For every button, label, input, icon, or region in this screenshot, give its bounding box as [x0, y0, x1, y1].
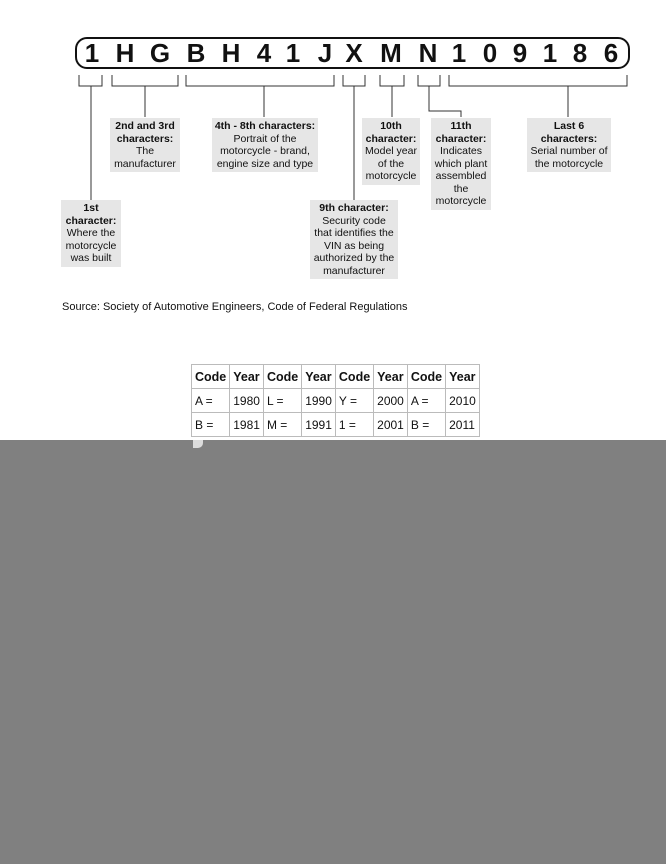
table-cell: 1991: [302, 413, 336, 437]
table-cell: A =: [192, 389, 230, 413]
table-header-row: [192, 365, 480, 389]
source-note: Source: Society of Automotive Engineers, Code of Federal Regulations: [62, 301, 408, 313]
vin-char: H: [221, 38, 241, 68]
bracket-last-6: [449, 75, 627, 86]
column-header: Code: [335, 365, 373, 389]
vin-char: M: [380, 38, 402, 68]
label-body: Security code that identifies the VIN as being authorized by the manufacturer: [313, 214, 395, 277]
label-4th-8th-characters: [212, 118, 318, 172]
label-title: 4th - 8th characters:: [214, 120, 316, 132]
year-code-table: [191, 364, 480, 437]
vin-char: 6: [603, 38, 619, 68]
obscured-region: [0, 440, 666, 864]
bracket-10: [380, 75, 404, 86]
leader-11: [429, 86, 461, 117]
label-9th-character: [310, 200, 398, 279]
vin-char: 1: [542, 38, 558, 68]
label-last-6-characters: [527, 118, 611, 172]
vin-char: B: [186, 38, 206, 68]
label-title: 9th character:: [319, 202, 389, 214]
label-body: Portrait of the motorcycle - brand, engine size and type: [216, 132, 314, 170]
table-cell: B =: [407, 413, 445, 437]
column-header: Year: [230, 365, 264, 389]
column-header: Code: [192, 365, 230, 389]
vin-char: J: [317, 38, 333, 68]
bracket-11: [418, 75, 440, 86]
label-title: 1st character:: [65, 202, 117, 227]
label-body: Where the motorcycle was built: [65, 227, 117, 264]
column-header: Year: [302, 365, 336, 389]
table-cell: 2010: [446, 389, 480, 413]
vin-char: H: [115, 38, 135, 68]
label-title: Last 6 characters:: [540, 120, 598, 145]
label-title: 2nd and 3rd characters:: [115, 120, 175, 145]
vin-char: 1: [451, 38, 467, 68]
table-cell: 1981: [230, 413, 264, 437]
bracket-2-3: [112, 75, 178, 86]
vin-char: 0: [482, 38, 498, 68]
column-header: Code: [407, 365, 445, 389]
label-11th-character: [431, 118, 491, 210]
bracket-1: [79, 75, 102, 86]
bracket-9: [343, 75, 365, 86]
vin-char: 4: [256, 38, 272, 68]
table-cell: B =: [192, 413, 230, 437]
label-title: 11th character:: [435, 120, 487, 145]
label-2nd-3rd-characters: [110, 118, 180, 172]
table-cell: M =: [263, 413, 301, 437]
label-body: Model year of the motorcycle: [365, 145, 417, 182]
vin-char: G: [149, 38, 171, 68]
table-cell: 1 =: [335, 413, 373, 437]
column-header: Year: [374, 365, 408, 389]
label-1st-character: [61, 200, 121, 267]
label-body: The manufacturer: [114, 145, 176, 170]
vin-char: X: [345, 38, 363, 68]
table-cell: 1980: [230, 389, 264, 413]
label-10th-character: [362, 118, 420, 185]
table-row: [192, 413, 480, 437]
vin-char: 8: [572, 38, 588, 68]
label-title: 10th character:: [365, 120, 417, 145]
label-body: Indicates which plant assembled the motorcycle: [434, 145, 488, 207]
column-header: Year: [446, 365, 480, 389]
bracket-4-8: [186, 75, 334, 86]
label-body: Serial number of the motorcycle: [530, 145, 608, 170]
table-cell: 2011: [446, 413, 480, 437]
table-cell: 2001: [374, 413, 408, 437]
vin-char: 1: [285, 38, 301, 68]
table-cell: 1990: [302, 389, 336, 413]
vin-char: 1: [84, 38, 100, 68]
vin-char: 9: [512, 38, 528, 68]
table-cell: Y =: [335, 389, 373, 413]
table-row: [192, 389, 480, 413]
table-cell: A =: [407, 389, 445, 413]
table-cell: 2000: [374, 389, 408, 413]
vin-char: N: [418, 38, 438, 68]
column-header: Code: [263, 365, 301, 389]
table-cell: L =: [263, 389, 301, 413]
